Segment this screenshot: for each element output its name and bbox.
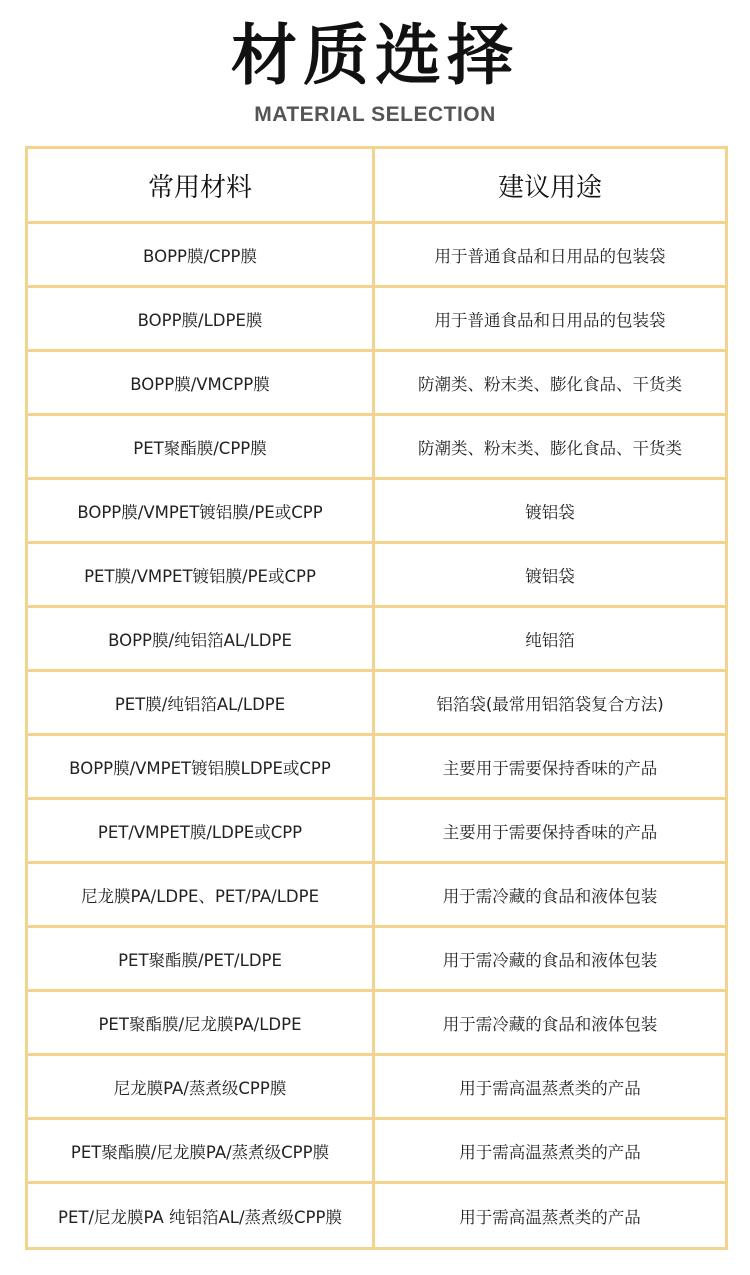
table-row [27,799,727,863]
usage-cell: 防潮类、粉末类、膨化食品、干货类 [374,415,727,479]
usage-cell: 镀铝袋 [374,543,727,607]
table-row [27,1183,727,1249]
material-cell: BOPP膜/纯铝箔AL/LDPE [27,607,374,671]
material-cell: PET/VMPET膜/LDPE或CPP [27,799,374,863]
material-cell: PET/尼龙膜PA 纯铝箔AL/蒸煮级CPP膜 [27,1183,374,1249]
usage-cell: 用于需冷藏的食品和液体包装 [374,863,727,927]
usage-cell: 用于需冷藏的食品和液体包装 [374,927,727,991]
material-cell: PET聚酯膜/尼龙膜PA/蒸煮级CPP膜 [27,1119,374,1183]
material-cell: PET膜/纯铝箔AL/LDPE [27,671,374,735]
table-row [27,863,727,927]
usage-cell: 纯铝箔 [374,607,727,671]
page-title: 材质选择 [231,17,519,94]
table-header-row [27,148,727,223]
table-row [27,671,727,735]
usage-cell: 主要用于需要保持香味的产品 [374,735,727,799]
table-row [27,543,727,607]
material-cell: PET膜/VMPET镀铝膜/PE或CPP [27,543,374,607]
usage-cell: 用于需冷藏的食品和液体包装 [374,991,727,1055]
column-header-material: 常用材料 [27,148,374,223]
usage-cell: 镀铝袋 [374,479,727,543]
material-cell: BOPP膜/CPP膜 [27,223,374,287]
material-cell: PET聚酯膜/PET/LDPE [27,927,374,991]
table-row [27,479,727,543]
usage-cell: 用于需高温蒸煮类的产品 [374,1183,727,1249]
table-row [27,415,727,479]
table-row [27,991,727,1055]
material-cell: BOPP膜/VMCPP膜 [27,351,374,415]
material-cell: BOPP膜/LDPE膜 [27,287,374,351]
column-header-usage: 建议用途 [374,148,727,223]
usage-cell: 铝箔袋(最常用铝箔袋复合方法) [374,671,727,735]
table-row [27,735,727,799]
usage-cell: 用于普通食品和日用品的包装袋 [374,287,727,351]
material-cell: BOPP膜/VMPET镀铝膜/PE或CPP [27,479,374,543]
material-table [25,146,728,1250]
table-row [27,351,727,415]
table-row [27,1119,727,1183]
usage-cell: 防潮类、粉末类、膨化食品、干货类 [374,351,727,415]
table-row [27,223,727,287]
usage-cell: 用于普通食品和日用品的包装袋 [374,223,727,287]
usage-cell: 用于需高温蒸煮类的产品 [374,1055,727,1119]
material-cell: 尼龙膜PA/蒸煮级CPP膜 [27,1055,374,1119]
material-cell: 尼龙膜PA/LDPE、PET/PA/LDPE [27,863,374,927]
table-row [27,1055,727,1119]
page-subtitle: MATERIAL SELECTION [254,103,496,126]
table-row [27,607,727,671]
table-body [27,223,727,1249]
material-cell: PET聚酯膜/尼龙膜PA/LDPE [27,991,374,1055]
material-cell: BOPP膜/VMPET镀铝膜LDPE或CPP [27,735,374,799]
usage-cell: 用于需高温蒸煮类的产品 [374,1119,727,1183]
usage-cell: 主要用于需要保持香味的产品 [374,799,727,863]
table-row [27,927,727,991]
material-cell: PET聚酯膜/CPP膜 [27,415,374,479]
table-row [27,287,727,351]
